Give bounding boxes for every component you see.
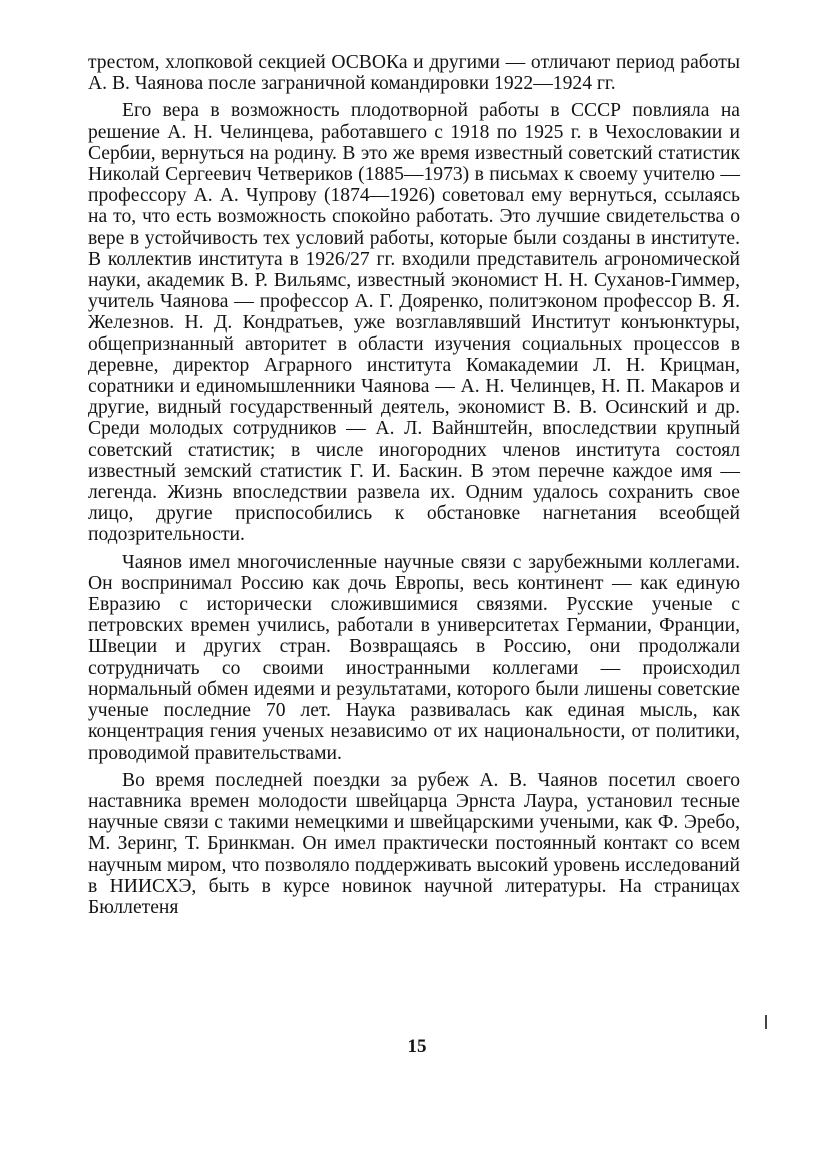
page-number: 15: [407, 1036, 427, 1057]
margin-mark: [765, 1015, 767, 1029]
page-body: [88, 52, 740, 924]
paragraph-institute-staff: Его вера в возможность плодотворной работы в СССР повлияла на решение А. Н. Челинцева, работавшего с 1918 по 1925 г. в Чехословакии и Сербии, вернуться на родину. В это же время известный советский статистик Николай Сергеевич Четвериков (1885—1973) в письмах к своему учителю — профессору А. А. Чупрову (1874—1926) советовал ему вернуться, ссылаясь на то, что есть возможность спокойно работать. Это лучшие свидетельства о вере в устойчивость тех условий работы, которые были созданы в институте. В коллектив института в 1926/27 гг. входили представитель агрономической науки, академик В. Р. Вильямс, известный экономист Н. Н. Суханов-Гиммер, учитель Чаянова — профессор А. Г. Дояренко, политэконом профессор В. Я. Железнов. Н. Д. Кондратьев, уже возглавлявший Институт конъюнктуры, общепризнанный авторитет в области изучения социальных процессов в деревне, директор Аграрного института Комакадемии Л. Н. Крицман, соратники и единомышленники Чаянова — А. Н. Челинцев, Н. П. Макаров и другие, видный государственный деятель, экономист В. В. Осинский и др. Среди молодых сотрудников — А. Л. Вайнштейн, впоследствии крупный советский статистик; в числе иногородних членов института состоял известный земский статистик Г. И. Баскин. В этом перечне каждое имя — легенда. Жизнь впоследствии развела их. Одним удалось сохранить свое лицо, другие приспособились к обстановке нагнетания всеобщей подозрительности.: [88, 100, 740, 546]
paragraph-continuation: трестом, хлопковой секцией ОСВОКа и другими — отличают период работы А. В. Чаянова после заграничной командировки 1922—1924 гг.: [88, 52, 740, 95]
paragraph-foreign-ties: Чаянов имел многочисленные научные связи с зарубежными коллегами. Он воспринимал Россию как дочь Европы, весь континент — как единую Евразию с исторически сложившимися связями. Русские ученые с петровских времен учились, работали в университетах Германии, Франции, Швеции и других стран. Возвращаясь в Россию, они продолжали сотрудничать со своими иностранными коллегами — происходил нормальный обмен идеями и результатами, которого были лишены советские ученые последние 70 лет. Наука развивалась как единая мысль, как концентрация гения ученых независимо от их национальности, от политики, проводимой правительствами.: [88, 551, 740, 764]
paragraph-last-trip: Во время последней поездки за рубеж А. В. Чаянов посетил своего наставника времен молодости швейцарца Эрнста Лаура, установил тесные научные связи с такими немецкими и швейцарскими учеными, как Ф. Эребо, М. Зеринг, Т. Бринкман. Он имел практически постоянный контакт со всем научным миром, что позволяло поддерживать высокий уровень исследований в НИИСХЭ, быть в курсе новинок научной литературы. На страницах Бюллетеня: [88, 769, 740, 918]
